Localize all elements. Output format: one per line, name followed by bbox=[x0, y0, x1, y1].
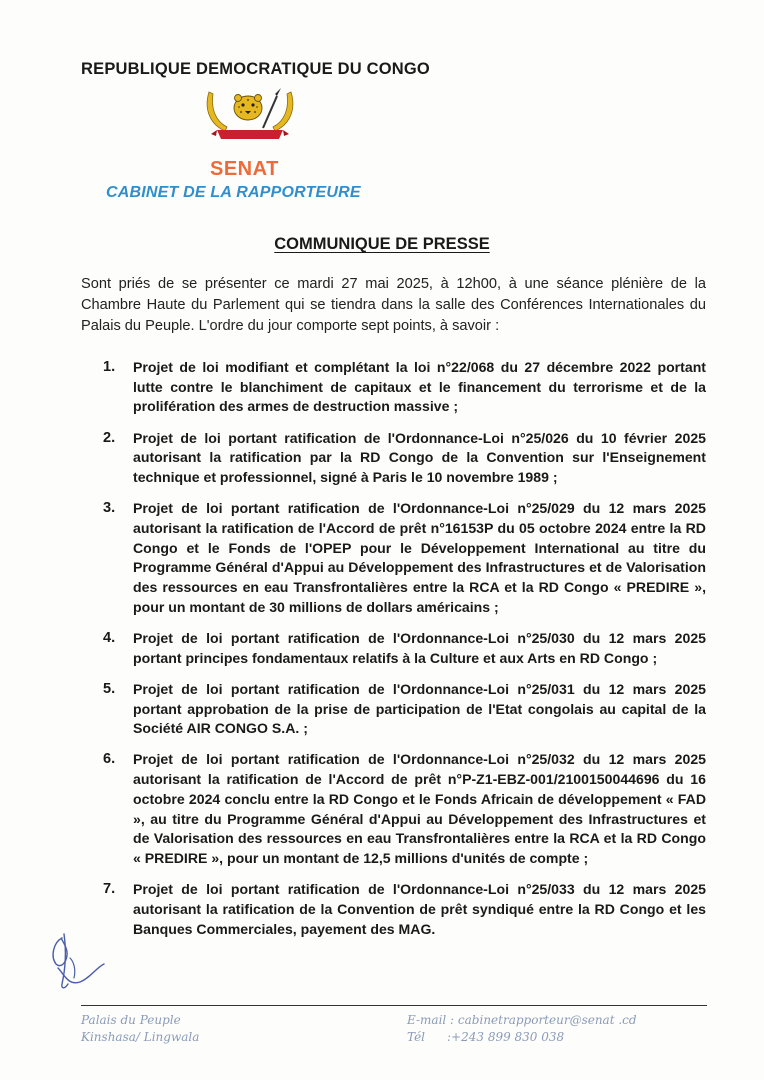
agenda-item-number: 4. bbox=[103, 629, 116, 646]
agenda-item-text: Projet de loi portant ratification de l'Ordonnance-Loi n°25/032 du 12 mars 2025 autorisant la ratification de l'Accord de prêt n°P-Z1-EBZ-001/2100150044696 du 16 octobre 2024 conclu entre la RD Congo et le Fonds Africain de développement « FAD », au titre du Programme Général d'Appui au Développement des Infrastructures et de Valorisation des ressources en eau Transfrontalières entre la RCA et la RD Congo « PREDIRE », pour un montant de 12,5 millions d'unités de compte ; bbox=[133, 751, 706, 866]
handwritten-initials-signature bbox=[40, 928, 110, 996]
cabinet-label: CABINET DE LA RAPPORTEURE bbox=[106, 184, 361, 201]
agenda-item-text: Projet de loi portant ratification de l'Ordonnance-Loi n°25/029 du 12 mars 2025 autorisant la ratification de l'Accord de prêt n°16153P du 05 octobre 2024 entre la RD Congo et le Fonds de l'OPEP pour le Développement International au titre du Programme Général d'Appui au Développement des Infrastructures et de Valorisation des ressources en eau Transfrontalières entre la RCA et la RD Congo « PREDIRE », pour un montant de 30 millions de dollars américains ; bbox=[133, 500, 706, 615]
agenda-item-number: 3. bbox=[103, 500, 116, 517]
agenda-list bbox=[81, 358, 706, 951]
footer-address-line1: Palais du Peuple bbox=[81, 1013, 181, 1027]
agenda-item bbox=[81, 358, 706, 417]
agenda-item-number: 1. bbox=[103, 359, 116, 375]
agenda-item-number: 6. bbox=[103, 751, 116, 768]
agenda-item-number: 7. bbox=[103, 881, 116, 898]
agenda-item bbox=[81, 750, 706, 868]
agenda-item-text: Projet de loi portant ratification de l'Ordonnance-Loi n°25/030 du 12 mars 2025 portant principes fondamentaux relatifs à la Culture et aux Arts en RD Congo ; bbox=[133, 629, 706, 666]
footer-phone-number: :+243 899 830 038 bbox=[447, 1030, 565, 1044]
agenda-item-text: Projet de loi portant ratification de l'Ordonnance-Loi n°25/031 du 12 mars 2025 portant approbation de la prise de participation de l'Etat congolais au capital de la Société AIR CONGO S.A. ; bbox=[133, 680, 706, 737]
agenda-item bbox=[81, 499, 706, 617]
footer-contact bbox=[407, 1012, 637, 1046]
agenda-item-number: 2. bbox=[103, 429, 116, 446]
agenda-item-text: Projet de loi portant ratification de l'Ordonnance-Loi n°25/033 du 12 mars 2025 autorisant la ratification de la Convention de prêt syndiqué entre la RD Congo et les Banques Commerciales, payement des MAG. bbox=[133, 881, 706, 937]
agenda-item-number: 5. bbox=[103, 680, 116, 697]
agenda-item bbox=[81, 629, 706, 668]
drc-coat-of-arms-icon bbox=[203, 86, 297, 148]
agenda-item bbox=[81, 429, 706, 488]
senate-label: SENAT bbox=[210, 158, 279, 180]
country-heading: REPUBLIQUE DEMOCRATIQUE DU CONGO bbox=[81, 60, 430, 78]
footer-divider bbox=[81, 1005, 707, 1006]
footer-phone-row bbox=[407, 1029, 637, 1046]
agenda-item-text: Projet de loi portant ratification de l'Ordonnance-Loi n°25/026 du 10 février 2025 autorisant la ratification par la RD Congo de la Convention sur l'Enseignement technique et professionnel, signé à Paris le 10 novembre 1989 ; bbox=[133, 429, 706, 486]
agenda-item-text: Projet de loi modifiant et complétant la loi n°22/068 du 27 décembre 2022 portant lutte contre le blanchiment de capitaux et le financement du terrorisme et de la prolifération des armes de destruction massive ; bbox=[133, 359, 706, 415]
document-title: COMMUNIQUE DE PRESSE bbox=[274, 235, 490, 253]
footer-address bbox=[81, 1012, 199, 1046]
footer-address-line2: Kinshasa/ Lingwala bbox=[81, 1030, 200, 1044]
intro-paragraph: Sont priés de se présenter ce mardi 27 mai 2025, à 12h00, à une séance plénière de la Chambre Haute du Parlement qui se tiendra dans la salle des Conférences Internationales du Palais du Peuple. L'ordre du jour comporte sept points, à savoir : bbox=[81, 276, 706, 334]
agenda-item bbox=[81, 680, 706, 739]
footer-phone-label: Tél bbox=[407, 1030, 426, 1044]
agenda-item bbox=[81, 880, 706, 939]
footer-email: E-mail : cabinetrapporteur@senat .cd bbox=[407, 1013, 637, 1027]
